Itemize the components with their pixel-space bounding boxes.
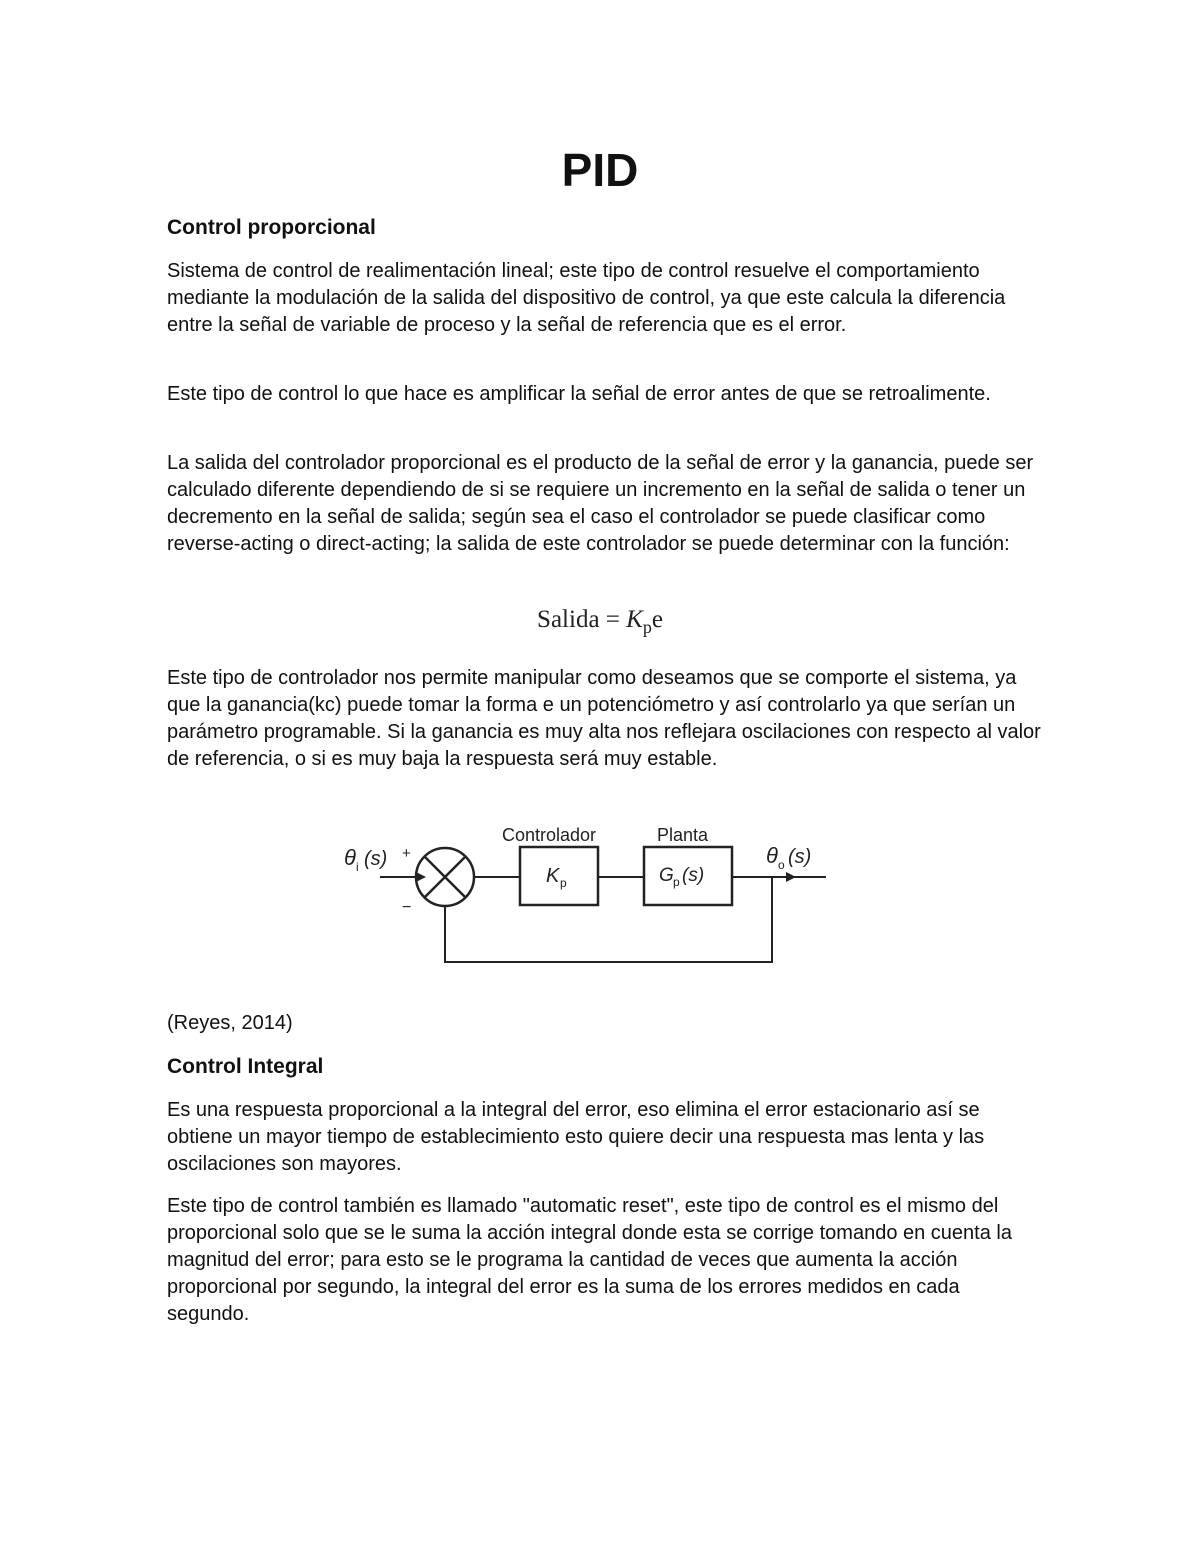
citation: (Reyes, 2014) [167, 1012, 293, 1034]
proportional-output-formula [0, 602, 1200, 645]
block-diagram [330, 815, 840, 975]
plant-subscript: p [673, 875, 680, 889]
output-subscript: o [778, 858, 785, 872]
input-subscript: i [356, 860, 359, 874]
paragraph: Este tipo de control también es llamado "automatic reset", este tipo de control es el mismo del proporcional solo que se le suma la acción integral donde esta se corrige tomando en cuenta la magnitud del error; para esto se le programa la cantidad de veces que aumenta la acción proporcional por segundo, la integral del error es la suma de los errores medidos en cada segundo. [167, 1195, 1012, 1325]
formula-error: e [651, 606, 663, 633]
formula-lhs: Salida = [537, 606, 627, 633]
controller-gain: K [546, 865, 560, 887]
paragraph: Este tipo de controlador nos permite manipular como deseamos que se comporte el sistema, ya que la ganancia(kc) puede tomar la forma e un potenciómetro y así controlarlo ya que serían un parámetro programable. Si la ganancia es muy alta nos reflejara oscilaciones con respecto al valor de referencia, o si es muy baja la respuesta será muy estable. [167, 667, 1041, 770]
paragraph: Sistema de control de realimentación lineal; este tipo de control resuelve el comportamiento mediante la modulación de la salida del dispositivo de control, ya que este calcula la diferencia entre la señal de variable de proceso y la señal de referencia que es el error. [167, 260, 1006, 336]
input-theta: θ [344, 845, 356, 870]
document-title: PID [561, 144, 639, 196]
output-argument: (s) [788, 846, 812, 868]
paragraph: Este tipo de control lo que hace es amplificar la señal de error antes de que se retroalimente. [167, 383, 991, 405]
plant-g: G [659, 865, 674, 886]
plant-label: Planta [657, 825, 709, 845]
minus-sign: − [402, 899, 412, 916]
output-theta: θ [766, 843, 778, 868]
section-heading-control-proporcional: Control proporcional [167, 216, 376, 239]
controller-label: Controlador [502, 825, 597, 845]
formula-gain: K [626, 606, 643, 633]
input-arrow [416, 872, 426, 882]
plus-sign: + [402, 845, 411, 862]
feedback-path [445, 877, 772, 962]
formula-gain-subscript: p [642, 617, 652, 637]
paragraph: La salida del controlador proporcional es el producto de la señal de error y la ganancia, puede ser calculado diferente dependiendo de si se requiere un incremento en la señal de salida o tener un decremento en la señal de salida; según sea el caso el controlador se puede clasificar como reverse-acting o direct-acting; la salida de este controlador se puede determinar con la función: [167, 452, 1034, 555]
output-arrow [786, 872, 796, 882]
paragraph: Es una respuesta proporcional a la integral del error, eso elimina el error estacionario así se obtiene un mayor tiempo de establecimiento esto quiere decir una respuesta mas lenta y las oscilaciones son mayores. [167, 1099, 985, 1175]
plant-argument: (s) [682, 865, 705, 886]
section-heading-control-integral: Control Integral [167, 1055, 324, 1078]
controller-gain-subscript: p [560, 876, 567, 890]
input-argument: (s) [364, 848, 388, 870]
